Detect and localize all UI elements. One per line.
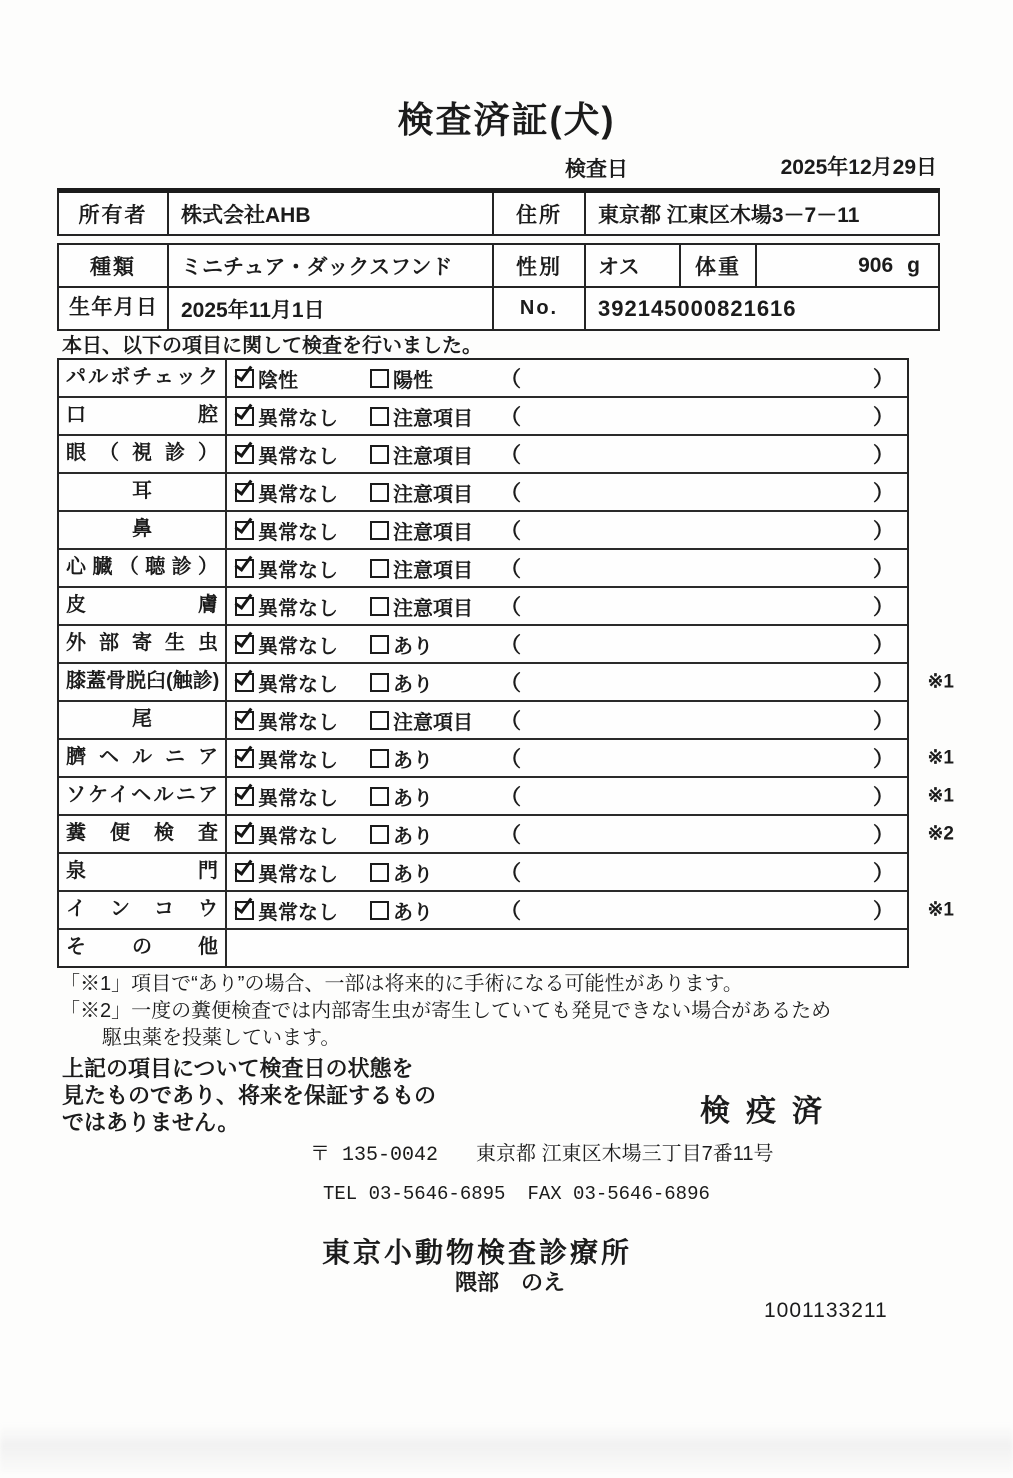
exam-option-label: 異常なし (258, 749, 338, 772)
checked-checkbox-icon (235, 711, 254, 730)
footnotes (60, 971, 831, 1052)
exam-row-content (227, 854, 907, 890)
disclaimer-line: ではありません。 (62, 1110, 240, 1135)
exam-row-content (227, 550, 907, 586)
paren-open: （ (500, 596, 521, 619)
address-label: 住所 (494, 193, 586, 234)
paren-open: （ (500, 482, 521, 505)
clinic-tel: TEL 03-5646-6895 (323, 1183, 506, 1205)
pet-row-2 (59, 286, 938, 329)
exam-option-checked (235, 858, 370, 887)
checked-checkbox-icon (235, 749, 254, 768)
exam-option-label: 注意項目 (393, 597, 473, 620)
weight-label: 体重 (681, 245, 757, 286)
exam-option-label: 異常なし (258, 559, 338, 582)
exam-item-label: 尾 (59, 702, 227, 738)
paren-open: （ (500, 444, 521, 467)
paren-close: ） (873, 406, 894, 429)
unchecked-checkbox-icon (370, 711, 389, 730)
exam-row-content (227, 588, 907, 624)
paren-close: ） (873, 520, 894, 543)
unchecked-checkbox-icon (370, 407, 389, 426)
exam-item-label: 眼（視診） (59, 436, 227, 472)
unchecked-checkbox-icon (370, 787, 389, 806)
birth-value: 2025年11月1日 (169, 288, 494, 329)
paren-close: ） (873, 710, 894, 733)
intro-text: 本日、以下の項目に関して検査を行いました。 (62, 335, 482, 357)
exam-option-unchecked (370, 706, 500, 735)
quarantine-stamp: 検疫済 (700, 1095, 838, 1128)
breed-label: 種類 (59, 245, 169, 286)
footnote-marker: ※1 (927, 671, 954, 693)
postal-code: 〒 135-0042 (310, 1144, 439, 1167)
exam-option-label: 異常なし (258, 597, 338, 620)
paren-close: ） (873, 368, 894, 391)
exam-option-checked (235, 516, 370, 545)
exam-row (59, 624, 907, 662)
exam-row (59, 852, 907, 890)
exam-row-content (227, 360, 907, 396)
exam-option-unchecked (370, 592, 500, 621)
exam-option-unchecked (370, 858, 500, 887)
exam-row-content (227, 930, 907, 966)
exam-option-label: 異常なし (258, 483, 338, 506)
exam-option-label: 異常なし (258, 521, 338, 544)
paren-close: ） (873, 786, 894, 809)
checked-checkbox-icon (235, 559, 254, 578)
unchecked-checkbox-icon (370, 445, 389, 464)
exam-option-checked (235, 782, 370, 811)
paren-open: （ (500, 862, 521, 885)
exam-option-label: 異常なし (258, 901, 338, 924)
footnote-marker: ※1 (927, 899, 954, 921)
exam-option-checked (235, 554, 370, 583)
weight-value: 906 (858, 253, 894, 277)
footnote-marker: ※1 (927, 785, 954, 807)
paren-close: ） (873, 634, 894, 657)
exam-option-label: あり (393, 635, 433, 658)
exam-option-label: 注意項目 (393, 483, 473, 506)
paren-open: （ (500, 520, 521, 543)
exam-option-checked (235, 478, 370, 507)
exam-row (59, 548, 907, 586)
exam-item-label: 泉門 (59, 854, 227, 890)
exam-option-unchecked (370, 554, 500, 583)
exam-option-unchecked (370, 440, 500, 469)
paren-close: ） (873, 558, 894, 581)
exam-row (59, 890, 954, 928)
pet-table (57, 243, 940, 331)
exam-item-label: 耳 (59, 474, 227, 510)
exam-row-content (227, 398, 907, 434)
inspection-date-label: 検査日 (565, 158, 628, 181)
exam-table (57, 358, 954, 968)
exam-option-checked (235, 668, 370, 697)
checked-checkbox-icon (235, 673, 254, 692)
exam-item-label: 膝蓋骨脱臼(触診) (59, 664, 227, 700)
exam-option-label: あり (393, 901, 433, 924)
disclaimer-line: 見たものであり、将来を保証するもの (62, 1083, 437, 1108)
exam-option-label: 異常なし (258, 407, 338, 430)
checked-checkbox-icon (235, 369, 254, 388)
paren-close: ） (873, 596, 894, 619)
checked-checkbox-icon (235, 635, 254, 654)
footnote-line: 「※2」一度の糞便検査では内部寄生虫が寄生していても発見できない場合があるため (60, 1000, 832, 1022)
exam-row (59, 662, 954, 700)
unchecked-checkbox-icon (370, 863, 389, 882)
exam-row (59, 928, 907, 966)
owner-label: 所有者 (59, 193, 169, 234)
clinic-fax: FAX 03-5646-6896 (527, 1183, 710, 1205)
exam-option-unchecked (370, 744, 500, 773)
exam-item-label: 外部寄生虫 (59, 626, 227, 662)
owner-name: 株式会社AHB (169, 193, 494, 234)
exam-option-label: 異常なし (258, 863, 338, 886)
clinic-address: 東京都 江東区木場三丁目7番11号 (476, 1143, 774, 1165)
exam-option-label: 陰性 (258, 369, 298, 392)
exam-option-checked (235, 630, 370, 659)
exam-option-checked (235, 364, 370, 393)
exam-option-label: 異常なし (258, 673, 338, 696)
exam-option-label: 異常なし (258, 787, 338, 810)
pet-row-1 (59, 245, 938, 286)
clinic-postal-line (310, 1137, 773, 1167)
unchecked-checkbox-icon (370, 369, 389, 388)
sex-label: 性別 (494, 245, 586, 286)
paren-close: ） (873, 672, 894, 695)
exam-item-label: インコウ (59, 892, 227, 928)
paren-close: ） (873, 482, 894, 505)
paren-open: （ (500, 368, 521, 391)
disclaimer (62, 1055, 436, 1136)
paren-open: （ (500, 900, 521, 923)
exam-option-unchecked (370, 478, 500, 507)
paren-open: （ (500, 672, 521, 695)
unchecked-checkbox-icon (370, 673, 389, 692)
exam-item-label: 皮膚 (59, 588, 227, 624)
exam-row-content (227, 816, 954, 852)
exam-row-content (227, 626, 907, 662)
exam-option-checked (235, 706, 370, 735)
exam-option-checked (235, 402, 370, 431)
exam-row (59, 814, 954, 852)
clinic-tel-line (323, 1183, 710, 1205)
inspection-date-value: 2025年12月29日 (780, 156, 937, 179)
exam-option-checked (235, 896, 370, 925)
exam-item-label: 糞便検査 (59, 816, 227, 852)
exam-option-label: 注意項目 (393, 445, 473, 468)
exam-row-content (227, 512, 907, 548)
exam-option-label: 注意項目 (393, 559, 473, 582)
footnote-line: 「※1」項目で“あり”の場合、一部は将来的に手術になる可能性があります。 (60, 973, 743, 995)
exam-row (59, 396, 907, 434)
paren-close: ） (873, 444, 894, 467)
paren-open: （ (500, 634, 521, 657)
exam-option-unchecked (370, 516, 500, 545)
exam-row (59, 738, 954, 776)
exam-item-label: パルボチェック (59, 360, 227, 396)
exam-option-unchecked (370, 402, 500, 431)
exam-row-content (227, 436, 907, 472)
paren-close: ） (873, 824, 894, 847)
exam-item-label: 臍ヘルニア (59, 740, 227, 776)
weight-unit: g (907, 253, 920, 277)
exam-row-content (227, 740, 954, 776)
exam-option-label: あり (393, 825, 433, 848)
checked-checkbox-icon (235, 787, 254, 806)
exam-row (59, 776, 954, 814)
paren-close: ） (873, 862, 894, 885)
exam-option-checked (235, 592, 370, 621)
sex-value: オス (586, 245, 681, 286)
exam-option-label: あり (393, 749, 433, 772)
exam-row-content (227, 778, 954, 814)
exam-item-label: 口腔 (59, 398, 227, 434)
exam-row (59, 472, 907, 510)
exam-row (59, 586, 907, 624)
paren-open: （ (500, 748, 521, 771)
exam-option-unchecked (370, 896, 500, 925)
exam-option-checked (235, 820, 370, 849)
exam-option-label: あり (393, 787, 433, 810)
page-title: 検査済証(犬) (397, 99, 616, 140)
exam-option-label: 陽性 (393, 369, 433, 392)
no-value: 392145000821616 (598, 295, 797, 321)
exam-option-label: 注意項目 (393, 521, 473, 544)
exam-option-label: 異常なし (258, 445, 338, 468)
exam-option-label: 異常なし (258, 825, 338, 848)
exam-option-label: 異常なし (258, 711, 338, 734)
exam-row-content (227, 892, 954, 928)
exam-row (59, 434, 907, 472)
exam-option-unchecked (370, 668, 500, 697)
paren-open: （ (500, 824, 521, 847)
paren-close: ） (873, 900, 894, 923)
disclaimer-line: 上記の項目について検査日の状態を (62, 1056, 414, 1081)
unchecked-checkbox-icon (370, 483, 389, 502)
exam-option-label: 異常なし (258, 635, 338, 658)
footnote-marker: ※1 (927, 747, 954, 769)
exam-option-unchecked (370, 630, 500, 659)
checked-checkbox-icon (235, 863, 254, 882)
exam-option-label: 注意項目 (393, 711, 473, 734)
checked-checkbox-icon (235, 597, 254, 616)
checked-checkbox-icon (235, 407, 254, 426)
checked-checkbox-icon (235, 901, 254, 920)
unchecked-checkbox-icon (370, 521, 389, 540)
paren-open: （ (500, 406, 521, 429)
checked-checkbox-icon (235, 483, 254, 502)
exam-option-unchecked (370, 820, 500, 849)
address-value: 東京都 江東区木場3－7－11 (598, 203, 860, 227)
paren-open: （ (500, 558, 521, 581)
exam-item-label: その他 (59, 930, 227, 966)
footnote-marker: ※2 (927, 823, 954, 845)
exam-option-unchecked (370, 364, 500, 393)
exam-option-checked (235, 744, 370, 773)
checked-checkbox-icon (235, 521, 254, 540)
owner-table (57, 188, 940, 236)
birth-label: 生年月日 (59, 288, 169, 329)
exam-row (59, 360, 907, 396)
unchecked-checkbox-icon (370, 901, 389, 920)
scan-artifact (0, 1424, 1013, 1472)
footnote-line: 駆虫薬を投薬しています。 (102, 1027, 341, 1049)
exam-item-label: ソケイヘルニア (59, 778, 227, 814)
unchecked-checkbox-icon (370, 825, 389, 844)
exam-item-label: 心臓（聴診） (59, 550, 227, 586)
exam-option-checked (235, 440, 370, 469)
exam-item-label: 鼻 (59, 512, 227, 548)
exam-row (59, 700, 907, 738)
exam-option-label: あり (393, 673, 433, 696)
unchecked-checkbox-icon (370, 597, 389, 616)
exam-option-label: 注意項目 (393, 407, 473, 430)
unchecked-checkbox-icon (370, 749, 389, 768)
owner-row (59, 193, 938, 234)
veterinarian-name: 隈部 のえ (455, 1270, 566, 1295)
exam-option-unchecked (370, 782, 500, 811)
exam-option-label: あり (393, 863, 433, 886)
exam-row-content (227, 702, 907, 738)
no-label: No. (494, 288, 586, 329)
exam-row-content (227, 664, 954, 700)
weight-cell (757, 245, 938, 286)
checked-checkbox-icon (235, 825, 254, 844)
paren-close: ） (873, 748, 894, 771)
breed-value: ミニチュア・ダックスフンド (169, 245, 494, 286)
paren-open: （ (500, 710, 521, 733)
exam-row-content (227, 474, 907, 510)
clinic-name: 東京小動物検査診療所 (322, 1237, 633, 1268)
checked-checkbox-icon (235, 445, 254, 464)
paren-open: （ (500, 786, 521, 809)
exam-row (59, 510, 907, 548)
unchecked-checkbox-icon (370, 635, 389, 654)
unchecked-checkbox-icon (370, 559, 389, 578)
serial-number: 1001133211 (764, 1299, 888, 1322)
